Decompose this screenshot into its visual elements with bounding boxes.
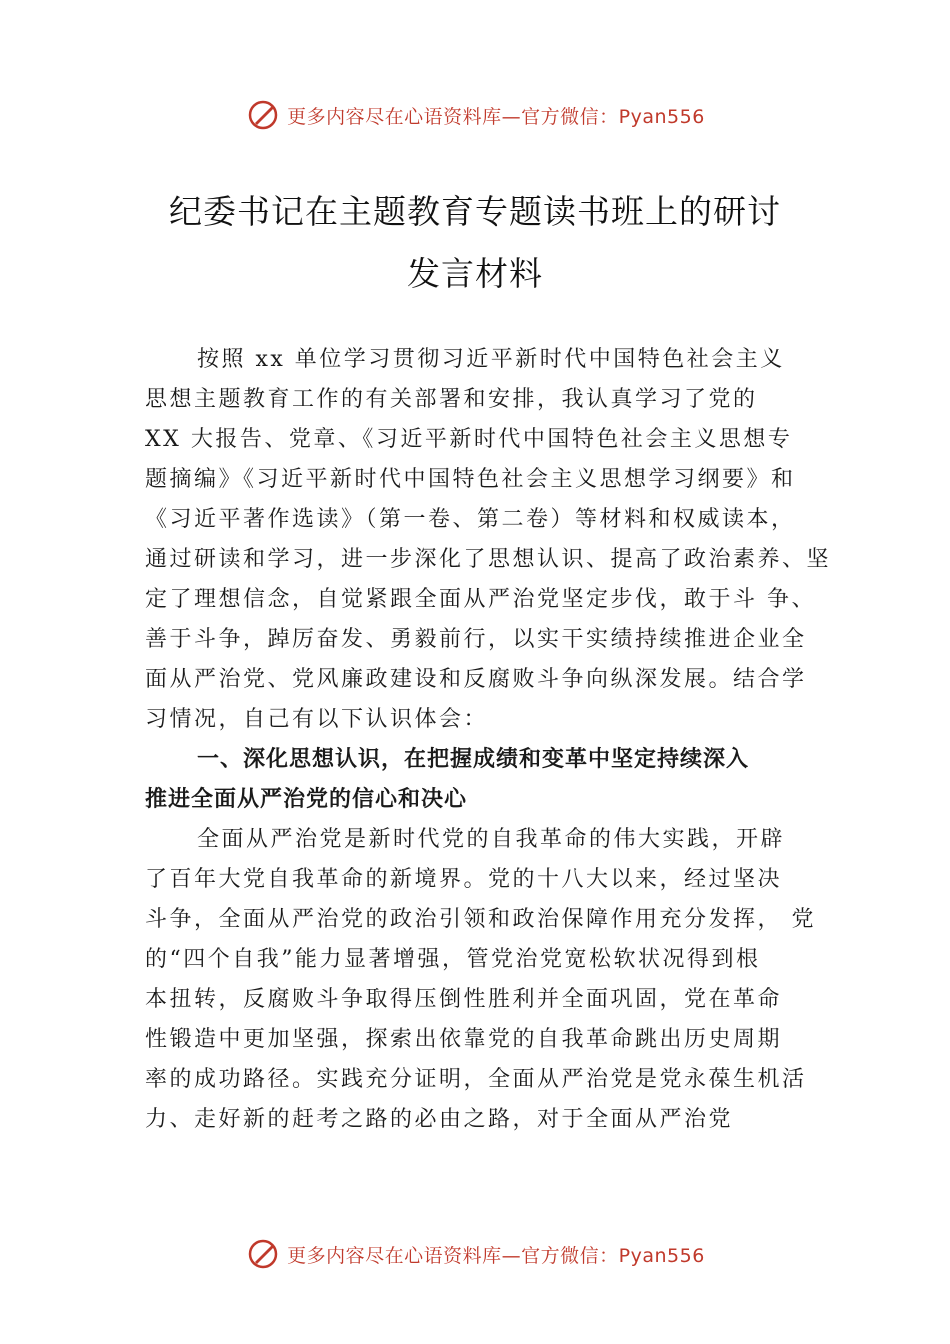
section-heading-line: 推进全面从严治党的信心和决心 bbox=[145, 787, 468, 812]
document-title-line-2: 发言材料 bbox=[407, 254, 543, 293]
quill-logo-icon bbox=[245, 97, 281, 133]
paragraph-line: 本扭转，反腐败斗争取得压倒性胜利并全面巩固，党在革命 bbox=[145, 987, 783, 1012]
footer-banner bbox=[0, 1234, 950, 1274]
paragraph-line: 性锻造中更加坚强，探索出依靠党的自我革命跳出历史周期 bbox=[145, 1027, 783, 1052]
section-heading-line: 一、深化思想认识，在把握成绩和变革中坚定持续深入 bbox=[197, 747, 750, 772]
paragraph-line: 通过研读和学习，进一步深化了思想认识、提高了政治素养、坚 bbox=[145, 547, 832, 572]
paragraph-line: 力、走好新的赶考之路的必由之路，对于全面从严治党 bbox=[145, 1107, 734, 1132]
paragraph-line: 面从严治党、党风廉政建设和反腐败斗争向纵深发展。结合学 bbox=[145, 667, 807, 692]
paragraph-line: 思想主题教育工作的有关部署和安排，我认真学习了党的 bbox=[145, 387, 758, 412]
paragraph-line: 斗争，全面从严治党的政治引领和政治保障作用充分发挥， 党 bbox=[145, 907, 816, 932]
paragraph-line: XX 大报告、党章、《习近平新时代中国特色社会主义思想专 bbox=[145, 427, 793, 452]
banner-text: 更多内容尽在心语资料库—官方微信：Pyan556 bbox=[287, 1244, 705, 1267]
paragraph-line: 按照 xx 单位学习贯彻习近平新时代中国特色社会主义 bbox=[197, 347, 785, 372]
document-body bbox=[145, 340, 835, 1140]
paragraph-line: 题摘编》《习近平新时代中国特色社会主义思想学习纲要》和 bbox=[145, 467, 796, 492]
document-title-line-1: 纪委书记在主题教育专题读书班上的研讨 bbox=[169, 192, 781, 231]
quill-logo-icon bbox=[245, 1236, 281, 1272]
paragraph-line: 定了理想信念，自觉紧跟全面从严治党坚定步伐，敢于斗 争、 bbox=[145, 587, 816, 612]
paragraph-line: 习情况，自己有以下认识体会： bbox=[145, 707, 489, 732]
paragraph-line: 率的成功路径。实践充分证明，全面从严治党是党永葆生机活 bbox=[145, 1067, 807, 1092]
paragraph-line: 善于斗争，踔厉奋发、勇毅前行，以实干实绩持续推进企业全 bbox=[145, 627, 807, 652]
paragraph-line: 《习近平著作选读》（第一卷、第二卷）等材料和权威读本， bbox=[145, 507, 796, 532]
paragraph-line: 的“四个自我”能力显著增强，管党治党宽松软状况得到根 bbox=[145, 947, 761, 972]
header-banner bbox=[0, 95, 950, 135]
paragraph-line: 了百年大党自我革命的新境界。党的十八大以来，经过坚决 bbox=[145, 867, 783, 892]
paragraph-line: 全面从严治党是新时代党的自我革命的伟大实践，开辟 bbox=[197, 827, 786, 852]
banner-text: 更多内容尽在心语资料库—官方微信：Pyan556 bbox=[287, 105, 705, 128]
